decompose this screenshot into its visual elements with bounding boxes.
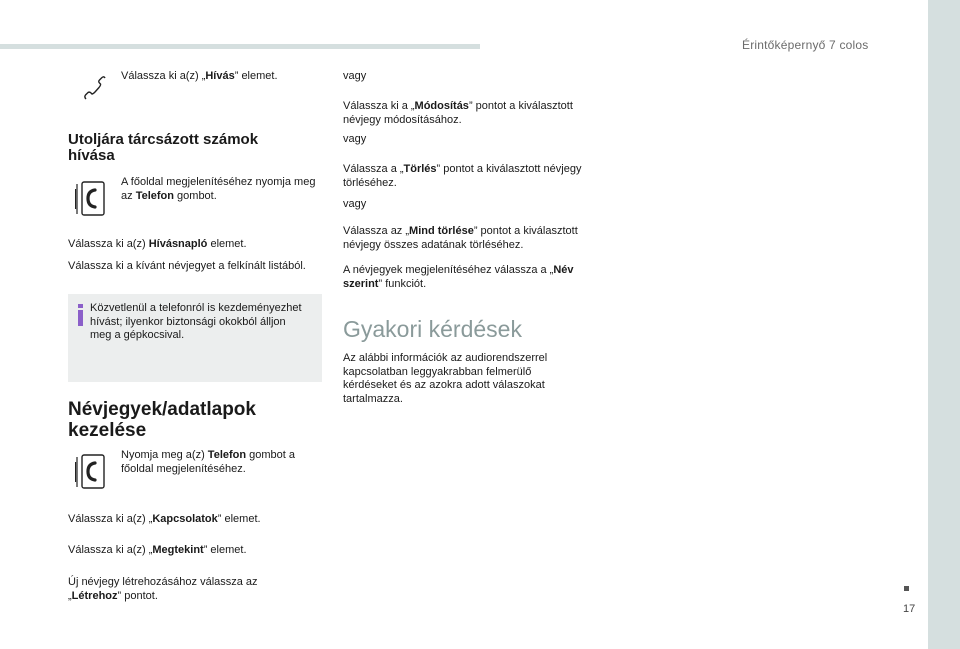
phone-button-icon xyxy=(75,454,107,490)
or-1: vagy xyxy=(343,70,367,82)
step-select-contact: Válassza ki a kívánt névjegyet a felkínált listából. xyxy=(68,260,306,272)
step-press-phone-2: Nyomja meg a(z) Telefon gombot a főoldal megjelenítéséhez. xyxy=(121,449,296,475)
step-call-log: Válassza ki a(z) Hívásnapló elemet. xyxy=(68,238,247,250)
step-by-name: A névjegyek megjelenítéséhez válassza a „Név szerint” funkciót. xyxy=(343,264,574,290)
top-accent-bar xyxy=(0,44,480,49)
info-icon xyxy=(75,303,87,327)
step-contacts: Válassza ki a(z) „Kapcsolatok” elemet. xyxy=(68,513,261,525)
heading-contacts: Névjegyek/adatlapok kezelése xyxy=(68,399,256,441)
page-number: 17 xyxy=(903,603,916,615)
side-strip xyxy=(928,0,960,649)
faq-text: Az alábbi információk az audiorendszerrel kapcsolatban leggyakrabban felmerülő kérdéseket és az azokra adott válaszokat tartalmazza. xyxy=(343,352,548,405)
step-select-call: Válassza ki a(z) „Hívás” elemet. xyxy=(121,70,278,82)
or-2: vagy xyxy=(343,133,367,145)
step-modify: Válassza ki a „Módosítás” pontot a kiválasztott névjegy módosításához. xyxy=(343,100,573,126)
info-text: Közvetlenül a telefonról is kezdeményezhet hívást; ilyenkor biztonsági okokból álljon meg a gépkocsival. xyxy=(90,302,302,341)
heading-faq: Gyakori kérdések xyxy=(343,316,522,342)
step-create: Új névjegy létrehozásához válassza az „Létrehoz” pontot. xyxy=(68,576,258,602)
page-marker xyxy=(904,586,909,591)
info-box xyxy=(68,294,322,382)
step-press-phone: A főoldal megjelenítéséhez nyomja meg az Telefon gombot. xyxy=(121,176,316,202)
step-delete-all: Válassza az „Mind törlése” pontot a kiválasztott névjegy összes adatának törléséhez. xyxy=(343,225,578,251)
or-3: vagy xyxy=(343,198,367,210)
phone-button-icon xyxy=(75,181,107,217)
page-header: Érintőképernyő 7 colos xyxy=(742,38,869,52)
handset-icon xyxy=(82,75,106,101)
step-view: Válassza ki a(z) „Megtekint” elemet. xyxy=(68,544,247,556)
step-delete: Válassza a „Törlés” pontot a kiválasztott névjegy törléséhez. xyxy=(343,163,582,189)
heading-recent-calls: Utoljára tárcsázott számok hívása xyxy=(68,131,259,164)
